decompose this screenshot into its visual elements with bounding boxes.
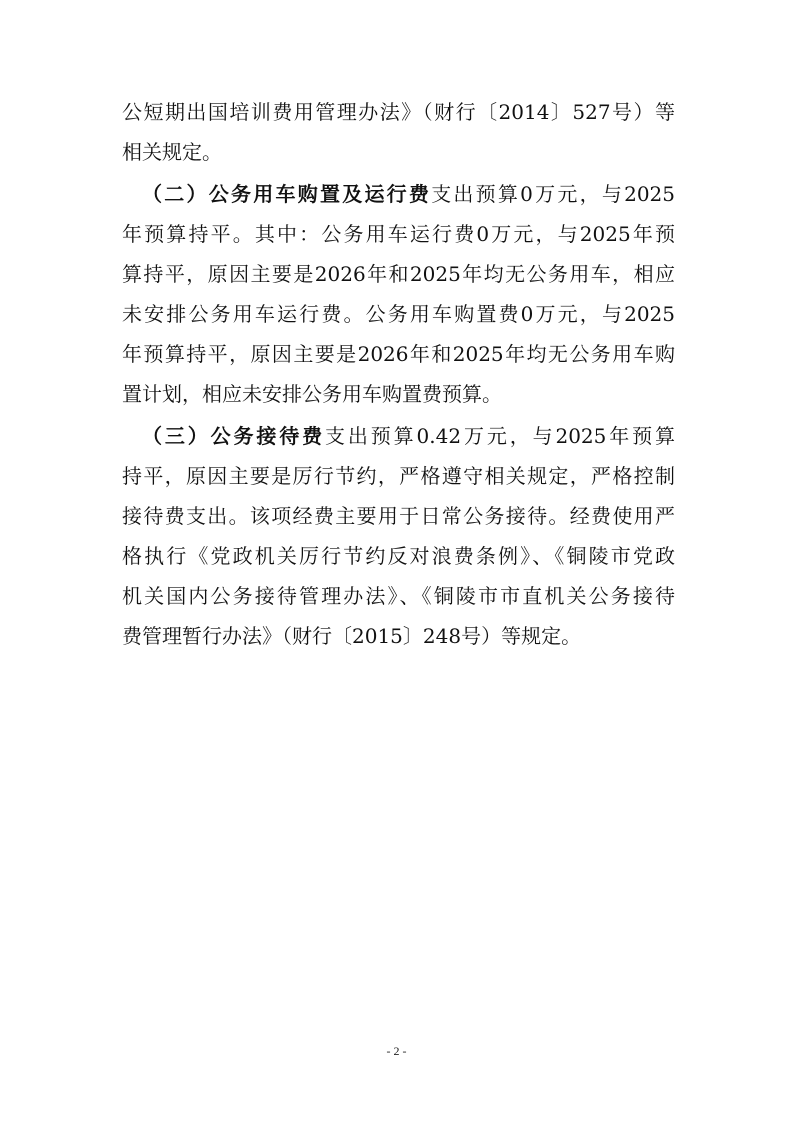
text-segment: 支出预算0万元，与2025 [431, 182, 676, 206]
paragraph-official-vehicle [122, 174, 675, 414]
section-heading-reception: （三）公务接待费 [142, 424, 326, 448]
text-line: 相关规定。 [122, 140, 222, 164]
text-line: 置计划，相应未安排公务用车购置费预算。 [122, 382, 502, 406]
section-heading-vehicle: （二）公务用车购置及运行费 [142, 182, 432, 206]
text-line: 公短期出国培训费用管理办法》（财行〔2014〕527号）等 [122, 100, 675, 124]
text-line: 年预算持平，原因主要是2026年和2025年均无公务用车购 [122, 342, 675, 366]
page-number: - 2 - [386, 1044, 407, 1058]
document-body [122, 92, 675, 656]
text-line: 接待费支出。该项经费主要用于日常公务接待。经费使用严 [122, 504, 675, 528]
paragraph-training-fee-tail [122, 92, 675, 172]
text-line: 年预算持平。其中：公务用车运行费0万元，与2025年预 [122, 222, 675, 246]
text-line: 未安排公务用车运行费。公务用车购置费0万元，与2025 [122, 302, 675, 326]
text-line: 费管理暂行办法》（财行〔2015〕248号）等规定。 [122, 624, 582, 648]
text-line: 算持平，原因主要是2026年和2025年均无公务用车，相应 [122, 262, 675, 286]
text-line: 持平，原因主要是厉行节约，严格遵守相关规定，严格控制 [122, 464, 675, 488]
text-line [122, 416, 675, 456]
text-segment: 支出预算0.42万元，与2025年预算 [325, 424, 675, 448]
text-line [122, 174, 675, 214]
text-line: 机关国内公务接待管理办法》、《铜陵市市直机关公务接待 [122, 584, 675, 608]
paragraph-official-reception [122, 416, 675, 656]
text-line: 格执行《党政机关厉行节约反对浪费条例》、《铜陵市党政 [122, 544, 675, 568]
